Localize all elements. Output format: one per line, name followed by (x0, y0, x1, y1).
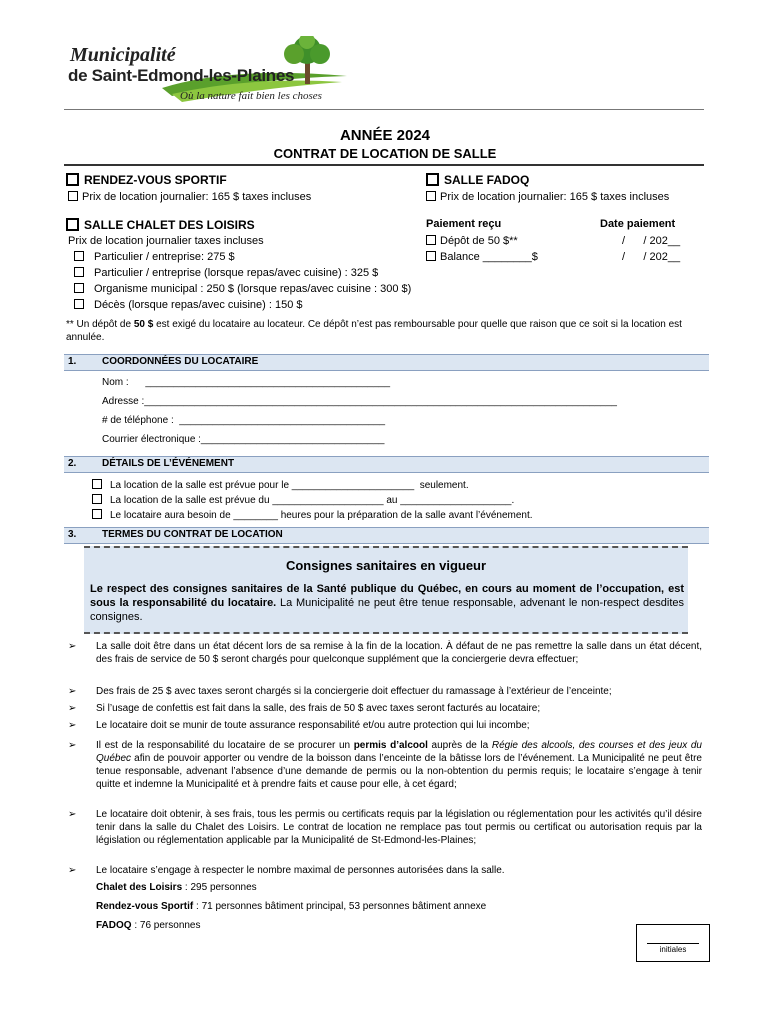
term-1-text: La salle doit être dans un état décent lors de sa remise à la fin de la location. À défaut de ne pas remettre la salle dans un état décent, des frais de service de 50 $ seront chargés pour quelconque supplément que la conciergerie devra effectuer; (96, 641, 702, 665)
section-2-number: 2. (68, 458, 77, 469)
event-detail-1[interactable] (92, 479, 469, 491)
tenant-email-field[interactable]: Courrier électronique :_________________________________ (102, 434, 385, 445)
balance-checkbox[interactable] (426, 251, 436, 261)
logo-title: Municipalité (70, 44, 176, 66)
event-3-checkbox[interactable] (92, 509, 102, 519)
guidelines-normal: La Municipalité ne peut être tenue responsable, advenant le non-respect desdites consignes. (90, 597, 685, 623)
fadoq-price-text: Prix de location journalier: 165 $ taxes incluses (440, 191, 670, 203)
initials-label: initiales (659, 945, 687, 954)
rdv-sportif-checkbox[interactable] (66, 173, 79, 186)
chalet-checkbox[interactable] (66, 218, 79, 231)
contract-title: CONTRAT DE LOCATION DE SALLE (273, 146, 497, 161)
term-5-permit: permis d’alcool (353, 740, 428, 751)
rate-1-text: Particulier / entreprise: 275 $ (94, 251, 235, 263)
header-rule (64, 109, 704, 110)
chalet-label: SALLE CHALET DES LOISIRS (84, 218, 255, 232)
capacity-fadoq-value: : 76 personnes (131, 920, 201, 931)
note-amount: 50 $ (133, 319, 154, 330)
capacity-rdv (96, 901, 486, 912)
rate-1-checkbox[interactable] (74, 251, 84, 261)
term-4-text: Le locataire doit se munir de toute assurance responsabilité et/ou autre protection qui lui incombe; (96, 720, 530, 731)
capacity-rdv-label: Rendez-vous Sportif (96, 901, 194, 912)
term-7 (68, 864, 708, 878)
payment-header: Paiement reçu (426, 218, 502, 230)
note-prefix: ** Un dépôt de (66, 319, 134, 330)
term-5-part-e: afin de pouvoir apporter ou vendre de la boisson dans l’enceinte de la bâtisse lors de l’événement. La Municipalité ne peut être tenue responsable, advenant l’absence d’une demande de permis ou la non-obtention du permis requis; le locataire s’engage à tenir quitte et indemne la Municipalité et à prendre faits et cause pour elle, à cet égard; (96, 753, 702, 790)
section-2-header (64, 456, 709, 473)
tenant-name-field[interactable]: Nom : ____________________________________________ (102, 377, 391, 388)
term-5-part-c: auprès de la (427, 740, 492, 751)
rate-2-text: Particulier / entreprise (lorsque repas/avec cuisine) : 325 $ (94, 267, 379, 279)
term-6 (68, 808, 708, 862)
tenant-address-field[interactable]: Adresse :_____________________________________________________________________________________ (102, 396, 617, 407)
event-2-text: La location de la salle est prévue du ____________________ au ____________________. (110, 495, 515, 506)
arrow-bullet-icon: ➢ (68, 686, 77, 697)
deposit-note (66, 318, 706, 344)
arrow-bullet-icon: ➢ (68, 740, 77, 751)
capacity-chalet (96, 882, 257, 893)
rate-3-checkbox[interactable] (74, 283, 84, 293)
fadoq-label: SALLE FADOQ (444, 173, 530, 187)
rdv-sportif-price (68, 191, 311, 203)
year-title: ANNÉE 2024 (339, 127, 431, 144)
chalet-rate-2[interactable] (74, 267, 378, 279)
event-1-checkbox[interactable] (92, 479, 102, 489)
section-1-title: COORDONNÉES DU LOCATAIRE (102, 356, 259, 367)
tenant-phone-field[interactable]: # de téléphone : _____________________________________ (102, 415, 386, 426)
rdv-sportif-option[interactable] (66, 173, 227, 187)
section-3-header (64, 527, 709, 544)
arrow-bullet-icon: ➢ (68, 720, 77, 731)
section-2-title: DÉTAILS DE L’ÉVÉNEMENT (102, 458, 235, 469)
event-1-text: La location de la salle est prévue pour le ______________________ seulement. (110, 480, 469, 491)
rdv-price-text: Prix de location journalier: 165 $ taxes incluses (82, 191, 312, 203)
payment-deposit[interactable] (426, 235, 518, 247)
event-detail-2[interactable] (92, 494, 514, 506)
term-3-text: Si l’usage de confettis est fait dans la salle, des frais de 50 $ avec taxes seront facturés au locataire; (96, 703, 541, 714)
event-3-text: Le locataire aura besoin de ________ heures pour la préparation de la salle avant l’événement. (110, 510, 533, 521)
health-guidelines-box (84, 546, 688, 634)
term-2 (68, 685, 708, 699)
fadoq-price (426, 191, 669, 203)
capacity-chalet-value: : 295 personnes (182, 882, 257, 893)
event-2-checkbox[interactable] (92, 494, 102, 504)
guidelines-bold: Le respect des consignes sanitaires de la Santé publique du Québec, en cours au moment de l’occupation, est sous la responsabilité du locataire. (90, 583, 684, 609)
capacity-rdv-value: : 71 personnes bâtiment principal, 53 personnes bâtiment annexe (193, 901, 487, 912)
term-1 (68, 640, 708, 682)
logo-tagline: Où la nature fait bien les choses (180, 90, 322, 102)
chalet-rate-4[interactable] (74, 299, 303, 311)
section-3-number: 3. (68, 529, 77, 540)
arrow-bullet-icon: ➢ (68, 703, 77, 714)
term-5-regie: Régie des alcools, des courses et des jeux du Québec (96, 740, 702, 764)
capacity-fadoq-label: FADOQ (96, 920, 132, 931)
term-2-text: Des frais de 25 $ avec taxes seront chargés si la conciergerie doit effectuer du ramassage à l’extérieur de l’enceinte; (96, 686, 612, 697)
note-suffix: est exigé du locataire au locateur. Ce dépôt n’est pas remboursable pour quelle que raison que ce soit si la location est annulée. (66, 319, 682, 343)
guidelines-title: Consignes sanitaires en vigueur (285, 558, 487, 573)
deposit-text: Dépôt de 50 $** (440, 235, 518, 247)
chalet-rate-1[interactable] (74, 251, 235, 263)
section-1-number: 1. (68, 356, 77, 367)
arrow-bullet-icon: ➢ (68, 809, 77, 820)
payment-date-1[interactable]: / / 202__ (622, 235, 681, 247)
payment-date-header: Date paiement (600, 218, 676, 230)
term-3 (68, 702, 708, 716)
chalet-rate-3[interactable] (74, 283, 411, 295)
term-7-text: Le locataire s’engage à respecter le nombre maximal de personnes autorisées dans la salle. (96, 865, 505, 876)
payment-date-2[interactable]: / / 202__ (622, 251, 681, 263)
rate-4-text: Décès (lorsque repas/avec cuisine) : 150 $ (94, 299, 303, 311)
chalet-price-header: Prix de location journalier taxes incluses (68, 235, 264, 247)
term-5-text (96, 739, 702, 791)
title-rule (64, 164, 704, 166)
balance-text: Balance ________$ (440, 251, 538, 263)
term-5 (68, 739, 708, 805)
arrow-bullet-icon: ➢ (68, 641, 77, 652)
rdv-price-checkbox[interactable] (68, 191, 78, 201)
capacity-fadoq (96, 920, 201, 931)
chalet-option[interactable] (66, 218, 255, 232)
deposit-checkbox[interactable] (426, 235, 436, 245)
rdv-sportif-label: RENDEZ-VOUS SPORTIF (84, 173, 227, 187)
section-3-title: TERMES DU CONTRAT DE LOCATION (102, 529, 283, 540)
initials-line (647, 943, 699, 944)
term-5-part-a: Il est de la responsabilité du locataire de se procurer un (96, 740, 354, 751)
fadoq-price-checkbox[interactable] (426, 191, 436, 201)
term-6-text: Le locataire doit obtenir, à ses frais, tous les permis ou certificats requis par la législation ou réglementation pour les activités qu’il désire tenir dans la salle du Chalet des Loisirs. Le contrat de location ne remplace pas tout permis ou certificat ou autorisation requis par la législation ou réglementation applicable par la Municipalité de St-Edmond-les-Plaines; (96, 809, 702, 846)
rate-2-checkbox[interactable] (74, 267, 84, 277)
initials-box[interactable] (636, 924, 710, 962)
guidelines-text (90, 582, 684, 624)
section-1-header (64, 354, 709, 371)
rate-4-checkbox[interactable] (74, 299, 84, 309)
fadoq-option[interactable] (426, 173, 529, 187)
capacity-chalet-label: Chalet des Loisirs (96, 882, 183, 893)
payment-balance[interactable] (426, 251, 538, 263)
event-detail-3[interactable] (92, 509, 533, 521)
logo-subtitle: de Saint-Edmond-les-Plaines (68, 66, 295, 85)
term-4 (68, 719, 708, 733)
rate-3-text: Organisme municipal : 250 $ (lorsque repas/avec cuisine : 300 $) (94, 283, 412, 295)
fadoq-checkbox[interactable] (426, 173, 439, 186)
arrow-bullet-icon: ➢ (68, 865, 77, 876)
